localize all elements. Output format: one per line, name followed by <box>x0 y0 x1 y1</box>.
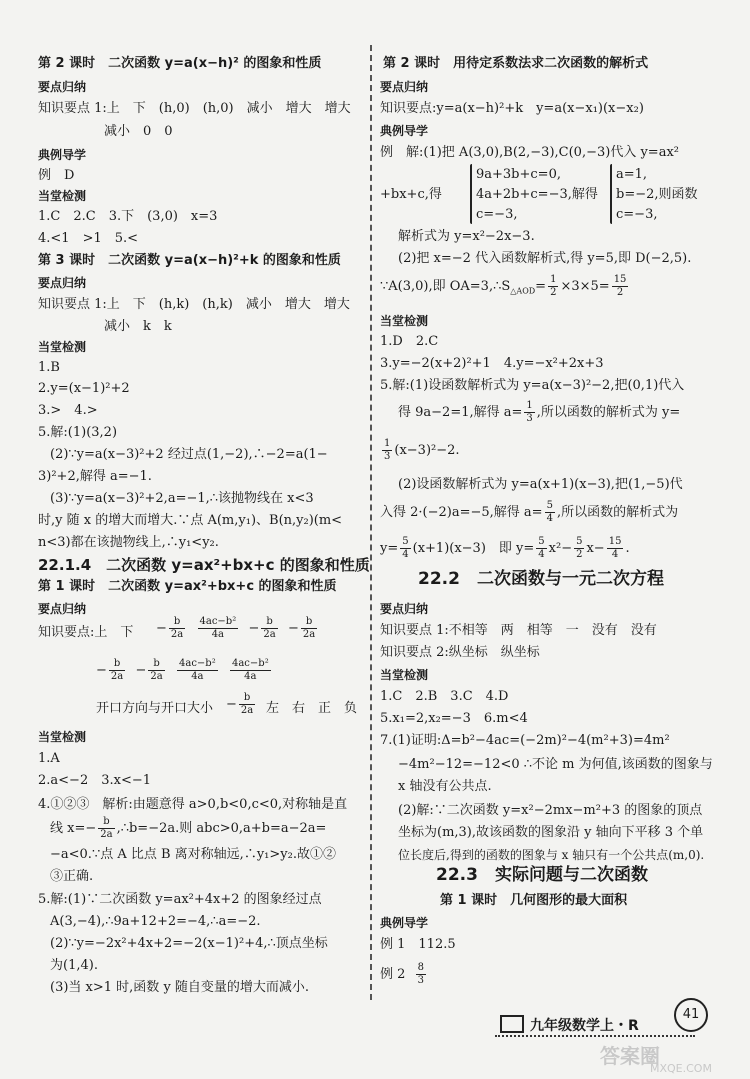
fraction <box>177 658 218 683</box>
fraction <box>607 536 624 561</box>
formula-text: ,所以函数的解析式为 <box>556 505 679 520</box>
formula-text: 入得 2·(−2)a=−5,解得 a= <box>380 505 543 520</box>
text-line: 5.解:(1)设函数解析式为 y=a(x−3)²−2,把(0,1)代入 <box>380 378 685 393</box>
fraction <box>109 658 125 683</box>
text-line: 3.y=−2(x+2)²+1 4.y=−x²+2x+3 <box>380 356 604 371</box>
denominator: 4a <box>211 629 225 640</box>
equation: a=1, <box>616 167 648 182</box>
fraction <box>612 274 629 299</box>
denominator: 2a <box>100 829 113 840</box>
text-line: 知识要点:上 下 <box>38 625 134 640</box>
minus-sign: − <box>135 663 147 678</box>
text-line: 解析式为 y=x²−2x−3. <box>398 229 535 244</box>
text-line: 例 1 112.5 <box>380 937 456 952</box>
denominator: 2a <box>170 629 184 640</box>
book-title: 九年级数学上・R <box>530 1018 639 1034</box>
section-label: 要点归纳 <box>38 80 87 94</box>
text-line: 减小 0 0 <box>104 124 173 139</box>
text-line: (2)解:∵二次函数 y=x²−2mx−m²+3 的图象的顶点 <box>398 803 703 818</box>
numerator: 1 <box>526 400 533 411</box>
denominator: 2a <box>240 705 254 716</box>
formula <box>380 400 680 425</box>
formula <box>226 692 257 717</box>
text-line: 5.解:(1)(3,2) <box>38 425 118 440</box>
subscript: △AOD <box>510 286 536 296</box>
formula <box>380 274 630 301</box>
section-label: 典例导学 <box>380 124 429 138</box>
fraction <box>400 536 410 561</box>
formula-text: x− <box>586 541 605 556</box>
denominator: 2 <box>576 549 583 560</box>
section-label: 当堂检测 <box>38 189 87 203</box>
numerator: 15 <box>608 536 622 547</box>
text-line: 例 解:(1)把 A(3,0),B(2,−3),C(0,−3)代入 y=ax² <box>380 145 679 160</box>
minus-sign: − <box>248 621 260 636</box>
text-line: ③正确. <box>50 869 94 884</box>
fraction <box>198 616 239 641</box>
text-line: 坐标为(m,3),故该函数的图象沿 y 轴向下平移 3 个单 <box>398 825 704 840</box>
fraction <box>524 400 534 425</box>
text-line: (2)把 x=−2 代入函数解析式,得 y=5,即 D(−2,5). <box>398 251 692 266</box>
text-line: −4m²−12=−12<0 ∴不论 m 为何值,该函数的图象与 <box>398 757 713 772</box>
numerator: 4ac−b² <box>179 658 216 669</box>
fraction <box>239 692 255 717</box>
equation: c=−3, <box>616 207 658 222</box>
section-label: 当堂检测 <box>38 730 87 744</box>
text-line: 4.<1 >1 5.< <box>38 231 139 246</box>
section-label: 当堂检测 <box>380 314 429 328</box>
numerator: 1 <box>384 438 391 449</box>
text-line: 例 D <box>38 168 75 183</box>
text-line: 时,y 随 x 的增大而增大.∵点 A(m,y₁)、B(n,y₂)(m< <box>38 513 343 528</box>
text-line: 位长度后,得到的函数的图象与 x 轴只有一个公共点(m,0). <box>398 848 705 862</box>
text-line: 开口方向与开口大小 <box>96 701 214 716</box>
text-line: 1.C 2.C 3.下 (3,0) x=3 <box>38 209 218 224</box>
text-line: 1.C 2.B 3.C 4.D <box>380 689 509 704</box>
equation: c=−3, <box>476 207 518 222</box>
numerator: b <box>148 658 164 671</box>
denominator: 3 <box>384 451 391 462</box>
text-line: 知识要点 1:不相等 两 相等 一 没有 没有 <box>380 623 657 638</box>
fraction <box>230 658 271 683</box>
page-number: 41 <box>674 998 708 1032</box>
text-line: +bx+c,得 <box>380 187 442 202</box>
column-divider <box>370 45 372 1000</box>
fraction <box>548 274 558 299</box>
minus-sign: − <box>96 663 107 678</box>
text-line: 知识要点 1:上 下 (h,0) (h,0) 减小 增大 增大 <box>38 101 351 116</box>
watermark-logo: 答案圈 <box>600 1044 660 1068</box>
formula-text: = <box>535 279 547 294</box>
section-heading: 22.2 二次函数与一元二次方程 <box>418 569 664 589</box>
fraction <box>416 962 426 987</box>
fraction <box>98 816 114 841</box>
formula <box>380 962 428 987</box>
numerator: b <box>169 616 185 629</box>
numerator: 1 <box>550 274 557 285</box>
denominator: 2 <box>616 287 624 298</box>
formula-text: 线 x=− <box>50 821 97 836</box>
fraction <box>536 536 546 561</box>
denominator: 2a <box>263 629 276 640</box>
numerator: 15 <box>613 274 627 285</box>
numerator: 4ac−b² <box>231 658 269 669</box>
text-line: (2)设函数解析式为 y=a(x+1)(x−3),把(1,−5)代 <box>398 477 683 492</box>
fraction <box>382 438 392 463</box>
formula-text: (x+1)(x−3) 即 y= <box>412 541 535 556</box>
text-line: A(3,−4),∴9a+12+2=−4,∴a=−2. <box>50 914 261 929</box>
denominator: 3 <box>417 975 425 986</box>
equation: b=−2,则函数 <box>616 187 698 202</box>
numerator: b <box>98 816 114 829</box>
denominator: 2a <box>150 671 163 682</box>
formula-text: (x−3)²−2. <box>394 443 460 458</box>
denominator: 4a <box>244 671 257 682</box>
section-label: 要点归纳 <box>380 602 429 616</box>
minus-sign: − <box>287 621 299 636</box>
text-line: −a<0.∵点 A 比点 B 离对称轴远,∴y₁>y₂.故①② <box>50 847 336 862</box>
equation-brace <box>470 164 472 224</box>
numerator: b <box>261 616 277 629</box>
fraction <box>261 616 277 641</box>
minus-sign: − <box>226 697 237 712</box>
numerator: b <box>109 658 125 671</box>
section-label: 典例导学 <box>380 916 429 930</box>
lesson-heading: 第 2 课时 用待定系数法求二次函数的解析式 <box>383 56 649 71</box>
denominator: 4 <box>538 549 545 560</box>
lesson-heading: 第 2 课时 二次函数 y=a(x−h)² 的图象和性质 <box>38 56 322 71</box>
section-label: 要点归纳 <box>38 276 87 290</box>
numerator: 5 <box>538 536 545 547</box>
text-line: 知识要点:y=a(x−h)²+k y=a(x−x₁)(x−x₂) <box>380 101 644 116</box>
text-line: (2)∵y=−2x²+4x+2=−2(x−1)²+4,∴顶点坐标 <box>50 936 328 951</box>
text-line: 3.> 4.> <box>38 403 98 418</box>
formula <box>380 438 460 463</box>
formula-text: 例 2 <box>380 967 406 982</box>
text-line: 5.x₁=2,x₂=−3 6.m<4 <box>380 711 528 726</box>
numerator: 5 <box>402 536 409 547</box>
lesson-heading: 第 1 课时 二次函数 y=ax²+bx+c 的图象和性质 <box>38 579 337 594</box>
formula-text: y= <box>380 541 399 556</box>
text-line: 7.(1)证明:Δ=b²−4ac=(−2m)²−4(m²+3)=4m² <box>380 733 670 748</box>
formula-text: 得 9a−2=1,解得 a= <box>398 405 523 420</box>
text-line: 2.y=(x−1)²+2 <box>38 381 130 396</box>
text-line: 为(1,4). <box>50 958 98 973</box>
text-line: 知识要点 1:上 下 (h,k) (h,k) 减小 增大 增大 <box>38 297 350 312</box>
section-label: 当堂检测 <box>380 668 429 682</box>
numerator: b <box>301 616 317 629</box>
text-line: 左 右 正 负 <box>266 701 358 716</box>
footer-dotted-line <box>495 1035 695 1037</box>
section-label: 当堂检测 <box>38 340 87 354</box>
formula-text: ×3×5= <box>560 279 610 294</box>
fraction <box>148 658 164 683</box>
numerator: 5 <box>546 500 553 511</box>
denominator: 4 <box>546 513 553 524</box>
minus-sign: − <box>156 621 167 636</box>
denominator: 4 <box>402 549 409 560</box>
formula-text: . <box>625 541 630 556</box>
text-line: n<3)都在该抛物线上,∴y₁<y₂. <box>38 535 219 550</box>
denominator: 4a <box>191 671 204 682</box>
formula <box>380 536 630 561</box>
section-label: 典例导学 <box>38 148 87 162</box>
formula <box>96 658 273 683</box>
section-label: 要点归纳 <box>380 80 429 94</box>
numerator: 8 <box>417 962 425 973</box>
text-line: x 轴没有公共点. <box>398 779 492 794</box>
text-line: 4.①②③ 解析:由题意得 a>0,b<0,c<0,对称轴是直 <box>38 797 348 812</box>
formula-text: ∵A(3,0),即 OA=3,∴S <box>380 279 511 294</box>
text-line: 知识要点 2:纵坐标 纵坐标 <box>380 645 540 660</box>
fraction <box>301 616 317 641</box>
lesson-heading: 第 1 课时 几何图形的最大面积 <box>440 893 628 908</box>
formula-text: ,∴b=−2a.则 abc>0,a+b=a−2a= <box>116 821 327 836</box>
fraction <box>545 500 555 525</box>
section-heading: 22.1.4 二次函数 y=ax²+bx+c 的图象和性质 <box>38 556 370 574</box>
text-line: 2.a<−2 3.x<−1 <box>38 773 152 788</box>
fraction <box>169 616 185 641</box>
text-line: (2)∵y=a(x−3)²+2 经过点(1,−2),∴−2=a(1− <box>50 447 328 462</box>
numerator: b <box>239 692 255 705</box>
text-line: 减小 k k <box>104 319 172 334</box>
text-line: (3)∵y=a(x−3)²+2,a=−1,∴该抛物线在 x<3 <box>50 491 314 506</box>
formula <box>156 616 319 641</box>
formula-text: ,所以函数的解析式为 y= <box>536 405 681 420</box>
denominator: 2a <box>302 629 316 640</box>
denominator: 3 <box>526 413 533 424</box>
equation: 4a+2b+c=−3,解得 <box>476 187 598 202</box>
denominator: 2 <box>550 287 557 298</box>
text-line: (3)当 x>1 时,函数 y 随自变量的增大而减小. <box>50 980 310 995</box>
section-heading: 22.3 实际问题与二次函数 <box>436 865 648 885</box>
text-line: 3)²+2,解得 a=−1. <box>38 469 152 484</box>
numerator: 5 <box>576 536 583 547</box>
equation-brace <box>610 164 612 224</box>
equation: 9a+3b+c=0, <box>476 167 561 182</box>
text-line: 1.A <box>38 751 60 766</box>
footer-decoration <box>500 1015 524 1033</box>
lesson-heading: 第 3 课时 二次函数 y=a(x−h)²+k 的图象和性质 <box>38 253 341 268</box>
section-label: 要点归纳 <box>38 602 87 616</box>
formula <box>50 816 326 841</box>
formula <box>380 500 678 525</box>
fraction <box>574 536 584 561</box>
text-line: 5.解:(1)∵二次函数 y=ax²+4x+2 的图象经过点 <box>38 892 322 907</box>
denominator: 2a <box>110 671 124 682</box>
text-line: 1.B <box>38 360 60 375</box>
watermark-url: MXQE.COM <box>650 1062 712 1075</box>
numerator: 4ac−b² <box>199 616 237 627</box>
text-line: 1.D 2.C <box>380 334 439 349</box>
denominator: 4 <box>611 549 619 560</box>
formula-text: x²− <box>548 541 573 556</box>
